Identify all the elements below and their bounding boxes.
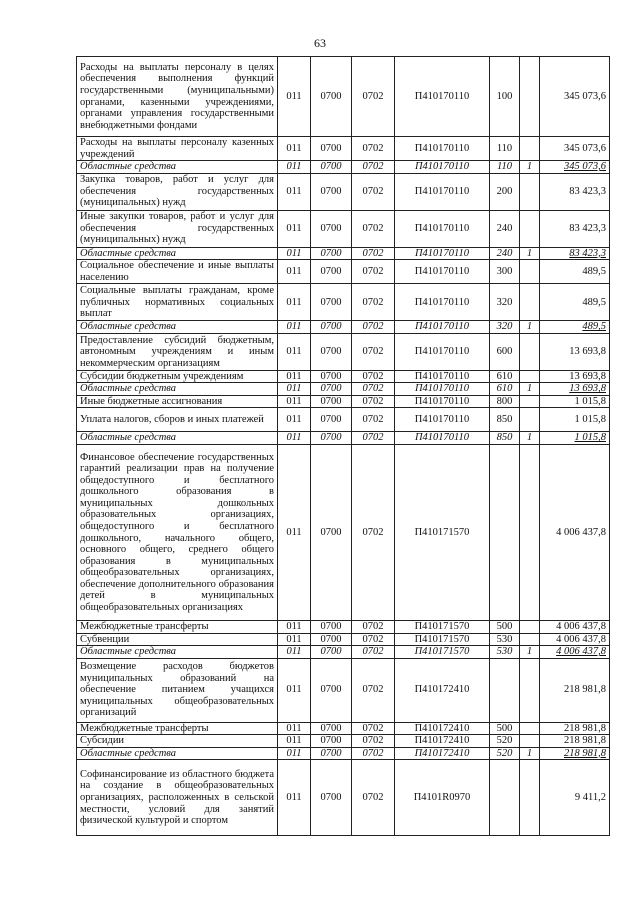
section-cell: 0700 xyxy=(311,383,352,396)
amount-cell: 13 693,8 xyxy=(540,383,610,396)
grbs-cell: 011 xyxy=(278,321,311,334)
section-cell: 0700 xyxy=(311,432,352,445)
target-article-cell: П410172410 xyxy=(395,747,490,760)
target-article-cell: П410170110 xyxy=(395,260,490,284)
row-name-cell: Уплата налогов, сборов и иных платежей xyxy=(77,408,278,432)
funding-source-cell xyxy=(520,260,540,284)
table-row xyxy=(77,284,610,321)
table-row-regional-funds xyxy=(77,432,610,445)
amount-cell: 1 015,8 xyxy=(540,408,610,432)
section-cell: 0700 xyxy=(311,137,352,161)
row-name-cell: Межбюджетные трансферты xyxy=(77,621,278,634)
funding-source-cell xyxy=(520,333,540,370)
amount-cell: 9 411,2 xyxy=(540,760,610,836)
expense-type-cell: 520 xyxy=(490,735,520,748)
row-name-cell: Иные закупки товаров, работ и услуг для обеспечения государственных (муниципальных) нужд xyxy=(77,210,278,247)
section-cell: 0700 xyxy=(311,173,352,210)
grbs-cell: 011 xyxy=(278,284,311,321)
table-row xyxy=(77,621,610,634)
table-row-regional-funds xyxy=(77,247,610,260)
expense-type-cell: 320 xyxy=(490,284,520,321)
table-row-regional-funds xyxy=(77,646,610,659)
subsection-cell: 0702 xyxy=(352,383,395,396)
subsection-cell: 0702 xyxy=(352,658,395,722)
row-name-cell: Субсидии xyxy=(77,735,278,748)
subsection-cell: 0702 xyxy=(352,760,395,836)
amount-cell: 489,5 xyxy=(540,321,610,334)
grbs-cell: 011 xyxy=(278,395,311,408)
section-cell: 0700 xyxy=(311,321,352,334)
funding-source-cell xyxy=(520,173,540,210)
section-cell: 0700 xyxy=(311,658,352,722)
subsection-cell: 0702 xyxy=(352,735,395,748)
funding-source-cell: 1 xyxy=(520,646,540,659)
grbs-cell: 011 xyxy=(278,210,311,247)
table-row xyxy=(77,210,610,247)
grbs-cell: 011 xyxy=(278,161,311,174)
target-article-cell: П410172410 xyxy=(395,722,490,735)
funding-source-cell xyxy=(520,735,540,748)
funding-source-cell xyxy=(520,137,540,161)
target-article-cell: П410170110 xyxy=(395,333,490,370)
expense-type-cell: 200 xyxy=(490,173,520,210)
table-row xyxy=(77,760,610,836)
funding-source-cell xyxy=(520,370,540,383)
subsection-cell: 0702 xyxy=(352,333,395,370)
funding-source-cell xyxy=(520,284,540,321)
expense-type-cell: 850 xyxy=(490,408,520,432)
row-name-cell: Возмещение расходов бюджетов муниципальных образований на обеспечение питанием учащихся муниципальных общеобразовательных организаций xyxy=(77,658,278,722)
section-cell: 0700 xyxy=(311,747,352,760)
expense-type-cell xyxy=(490,760,520,836)
table-row xyxy=(77,658,610,722)
target-article-cell: П410171570 xyxy=(395,445,490,621)
subsection-cell: 0702 xyxy=(352,395,395,408)
subsection-cell: 0702 xyxy=(352,260,395,284)
expense-type-cell: 610 xyxy=(490,370,520,383)
amount-cell: 13 693,8 xyxy=(540,370,610,383)
expense-type-cell: 300 xyxy=(490,260,520,284)
table-row-regional-funds xyxy=(77,747,610,760)
grbs-cell: 011 xyxy=(278,432,311,445)
grbs-cell: 011 xyxy=(278,137,311,161)
section-cell: 0700 xyxy=(311,247,352,260)
subsection-cell: 0702 xyxy=(352,137,395,161)
amount-cell: 489,5 xyxy=(540,260,610,284)
table-row xyxy=(77,57,610,137)
table-row xyxy=(77,173,610,210)
expense-type-cell: 530 xyxy=(490,633,520,646)
row-name-cell: Иные бюджетные ассигнования xyxy=(77,395,278,408)
row-name-cell: Областные средства xyxy=(77,247,278,260)
expense-type-cell: 500 xyxy=(490,621,520,634)
amount-cell: 13 693,8 xyxy=(540,333,610,370)
expense-type-cell: 610 xyxy=(490,383,520,396)
target-article-cell: П410170110 xyxy=(395,383,490,396)
expense-type-cell: 100 xyxy=(490,57,520,137)
section-cell: 0700 xyxy=(311,646,352,659)
row-name-cell: Областные средства xyxy=(77,432,278,445)
table-row xyxy=(77,445,610,621)
section-cell: 0700 xyxy=(311,370,352,383)
target-article-cell: П4101R0970 xyxy=(395,760,490,836)
subsection-cell: 0702 xyxy=(352,247,395,260)
subsection-cell: 0702 xyxy=(352,646,395,659)
table-row xyxy=(77,408,610,432)
target-article-cell: П410170110 xyxy=(395,370,490,383)
row-name-cell: Финансовое обеспечение государственных гарантий реализации прав на получение общедоступного и бесплатного дошкольного образования в муниципальных дошкольных образовательных организациях, общедоступного и бесплатного дошкольного, начального общего, основного общего, среднего общего образования в муниципальных общеобразовательных организациях, обеспечение дополнительного образования детей в муниципальных общеобразовательных организациях xyxy=(77,445,278,621)
row-name-cell: Социальное обеспечение и иные выплаты населению xyxy=(77,260,278,284)
amount-cell: 489,5 xyxy=(540,284,610,321)
amount-cell: 83 423,3 xyxy=(540,210,610,247)
amount-cell: 1 015,8 xyxy=(540,395,610,408)
amount-cell: 345 073,6 xyxy=(540,57,610,137)
row-name-cell: Расходы на выплаты персоналу в целях обеспечения выполнения функций государственными (муниципальными) органами, казенными учреждениями, органами управления государственными внебюджетными фондами xyxy=(77,57,278,137)
expense-type-cell: 600 xyxy=(490,333,520,370)
amount-cell: 345 073,6 xyxy=(540,161,610,174)
subsection-cell: 0702 xyxy=(352,408,395,432)
expense-type-cell: 850 xyxy=(490,432,520,445)
amount-cell: 218 981,8 xyxy=(540,735,610,748)
amount-cell: 4 006 437,8 xyxy=(540,633,610,646)
section-cell: 0700 xyxy=(311,210,352,247)
subsection-cell: 0702 xyxy=(352,633,395,646)
grbs-cell: 011 xyxy=(278,247,311,260)
funding-source-cell: 1 xyxy=(520,383,540,396)
section-cell: 0700 xyxy=(311,735,352,748)
funding-source-cell xyxy=(520,760,540,836)
grbs-cell: 011 xyxy=(278,173,311,210)
table-row xyxy=(77,722,610,735)
subsection-cell: 0702 xyxy=(352,161,395,174)
target-article-cell: П410172410 xyxy=(395,735,490,748)
target-article-cell: П410171570 xyxy=(395,633,490,646)
section-cell: 0700 xyxy=(311,621,352,634)
row-name-cell: Субвенции xyxy=(77,633,278,646)
grbs-cell: 011 xyxy=(278,445,311,621)
target-article-cell: П410171570 xyxy=(395,646,490,659)
grbs-cell: 011 xyxy=(278,370,311,383)
amount-cell: 83 423,3 xyxy=(540,173,610,210)
funding-source-cell xyxy=(520,210,540,247)
expense-type-cell: 240 xyxy=(490,247,520,260)
section-cell: 0700 xyxy=(311,722,352,735)
row-name-cell: Областные средства xyxy=(77,321,278,334)
target-article-cell: П410170110 xyxy=(395,408,490,432)
subsection-cell: 0702 xyxy=(352,747,395,760)
subsection-cell: 0702 xyxy=(352,284,395,321)
amount-cell: 218 981,8 xyxy=(540,658,610,722)
grbs-cell: 011 xyxy=(278,760,311,836)
target-article-cell: П410170110 xyxy=(395,432,490,445)
funding-source-cell: 1 xyxy=(520,161,540,174)
grbs-cell: 011 xyxy=(278,722,311,735)
expense-type-cell: 110 xyxy=(490,161,520,174)
row-name-cell: Расходы на выплаты персоналу казенных учреждений xyxy=(77,137,278,161)
table-row xyxy=(77,370,610,383)
amount-cell: 218 981,8 xyxy=(540,747,610,760)
subsection-cell: 0702 xyxy=(352,173,395,210)
grbs-cell: 011 xyxy=(278,747,311,760)
funding-source-cell: 1 xyxy=(520,747,540,760)
funding-source-cell xyxy=(520,633,540,646)
section-cell: 0700 xyxy=(311,333,352,370)
target-article-cell: П410171570 xyxy=(395,621,490,634)
table-row xyxy=(77,735,610,748)
target-article-cell: П410170110 xyxy=(395,321,490,334)
subsection-cell: 0702 xyxy=(352,621,395,634)
funding-source-cell xyxy=(520,408,540,432)
section-cell: 0700 xyxy=(311,284,352,321)
row-name-cell: Субсидии бюджетным учреждениям xyxy=(77,370,278,383)
funding-source-cell: 1 xyxy=(520,432,540,445)
expense-type-cell: 530 xyxy=(490,646,520,659)
amount-cell: 218 981,8 xyxy=(540,722,610,735)
funding-source-cell xyxy=(520,722,540,735)
budget-table-body xyxy=(77,57,610,836)
subsection-cell: 0702 xyxy=(352,321,395,334)
section-cell: 0700 xyxy=(311,260,352,284)
funding-source-cell: 1 xyxy=(520,247,540,260)
subsection-cell: 0702 xyxy=(352,210,395,247)
subsection-cell: 0702 xyxy=(352,370,395,383)
amount-cell: 1 015,8 xyxy=(540,432,610,445)
target-article-cell: П410170110 xyxy=(395,284,490,321)
target-article-cell: П410170110 xyxy=(395,57,490,137)
budget-table xyxy=(76,56,610,836)
table-row-regional-funds xyxy=(77,161,610,174)
row-name-cell: Закупка товаров, работ и услуг для обеспечения государственных (муниципальных) нужд xyxy=(77,173,278,210)
section-cell: 0700 xyxy=(311,395,352,408)
table-row xyxy=(77,260,610,284)
table-row-regional-funds xyxy=(77,383,610,396)
row-name-cell: Областные средства xyxy=(77,161,278,174)
target-article-cell: П410170110 xyxy=(395,137,490,161)
grbs-cell: 011 xyxy=(278,621,311,634)
subsection-cell: 0702 xyxy=(352,445,395,621)
row-name-cell: Межбюджетные трансферты xyxy=(77,722,278,735)
section-cell: 0700 xyxy=(311,408,352,432)
row-name-cell: Областные средства xyxy=(77,646,278,659)
amount-cell: 83 423,3 xyxy=(540,247,610,260)
target-article-cell: П410172410 xyxy=(395,658,490,722)
expense-type-cell: 320 xyxy=(490,321,520,334)
table-row-regional-funds xyxy=(77,321,610,334)
expense-type-cell: 800 xyxy=(490,395,520,408)
target-article-cell: П410170110 xyxy=(395,173,490,210)
table-row xyxy=(77,333,610,370)
grbs-cell: 011 xyxy=(278,333,311,370)
table-row xyxy=(77,633,610,646)
amount-cell: 4 006 437,8 xyxy=(540,646,610,659)
expense-type-cell: 110 xyxy=(490,137,520,161)
section-cell: 0700 xyxy=(311,445,352,621)
funding-source-cell xyxy=(520,395,540,408)
section-cell: 0700 xyxy=(311,57,352,137)
row-name-cell: Областные средства xyxy=(77,383,278,396)
row-name-cell: Предоставление субсидий бюджетным, автономным учреждениям и иным некоммерческим организациям xyxy=(77,333,278,370)
subsection-cell: 0702 xyxy=(352,57,395,137)
grbs-cell: 011 xyxy=(278,658,311,722)
expense-type-cell: 240 xyxy=(490,210,520,247)
grbs-cell: 011 xyxy=(278,646,311,659)
expense-type-cell xyxy=(490,445,520,621)
section-cell: 0700 xyxy=(311,633,352,646)
grbs-cell: 011 xyxy=(278,260,311,284)
target-article-cell: П410170110 xyxy=(395,247,490,260)
funding-source-cell xyxy=(520,445,540,621)
subsection-cell: 0702 xyxy=(352,722,395,735)
amount-cell: 4 006 437,8 xyxy=(540,445,610,621)
expense-type-cell xyxy=(490,658,520,722)
grbs-cell: 011 xyxy=(278,57,311,137)
row-name-cell: Софинансирование из областного бюджета на создание в общеобразовательных организациях, расположенных в сельской местности, условий для занятий физической культурой и спортом xyxy=(77,760,278,836)
section-cell: 0700 xyxy=(311,161,352,174)
grbs-cell: 011 xyxy=(278,633,311,646)
row-name-cell: Социальные выплаты гражданам, кроме публичных нормативных социальных выплат xyxy=(77,284,278,321)
amount-cell: 4 006 437,8 xyxy=(540,621,610,634)
row-name-cell: Областные средства xyxy=(77,747,278,760)
expense-type-cell: 500 xyxy=(490,722,520,735)
page-number: 63 xyxy=(314,36,326,50)
target-article-cell: П410170110 xyxy=(395,161,490,174)
expense-type-cell: 520 xyxy=(490,747,520,760)
funding-source-cell xyxy=(520,57,540,137)
grbs-cell: 011 xyxy=(278,735,311,748)
amount-cell: 345 073,6 xyxy=(540,137,610,161)
funding-source-cell: 1 xyxy=(520,321,540,334)
table-row xyxy=(77,395,610,408)
target-article-cell: П410170110 xyxy=(395,210,490,247)
grbs-cell: 011 xyxy=(278,408,311,432)
funding-source-cell xyxy=(520,621,540,634)
table-row xyxy=(77,137,610,161)
funding-source-cell xyxy=(520,658,540,722)
section-cell: 0700 xyxy=(311,760,352,836)
subsection-cell: 0702 xyxy=(352,432,395,445)
grbs-cell: 011 xyxy=(278,383,311,396)
target-article-cell: П410170110 xyxy=(395,395,490,408)
